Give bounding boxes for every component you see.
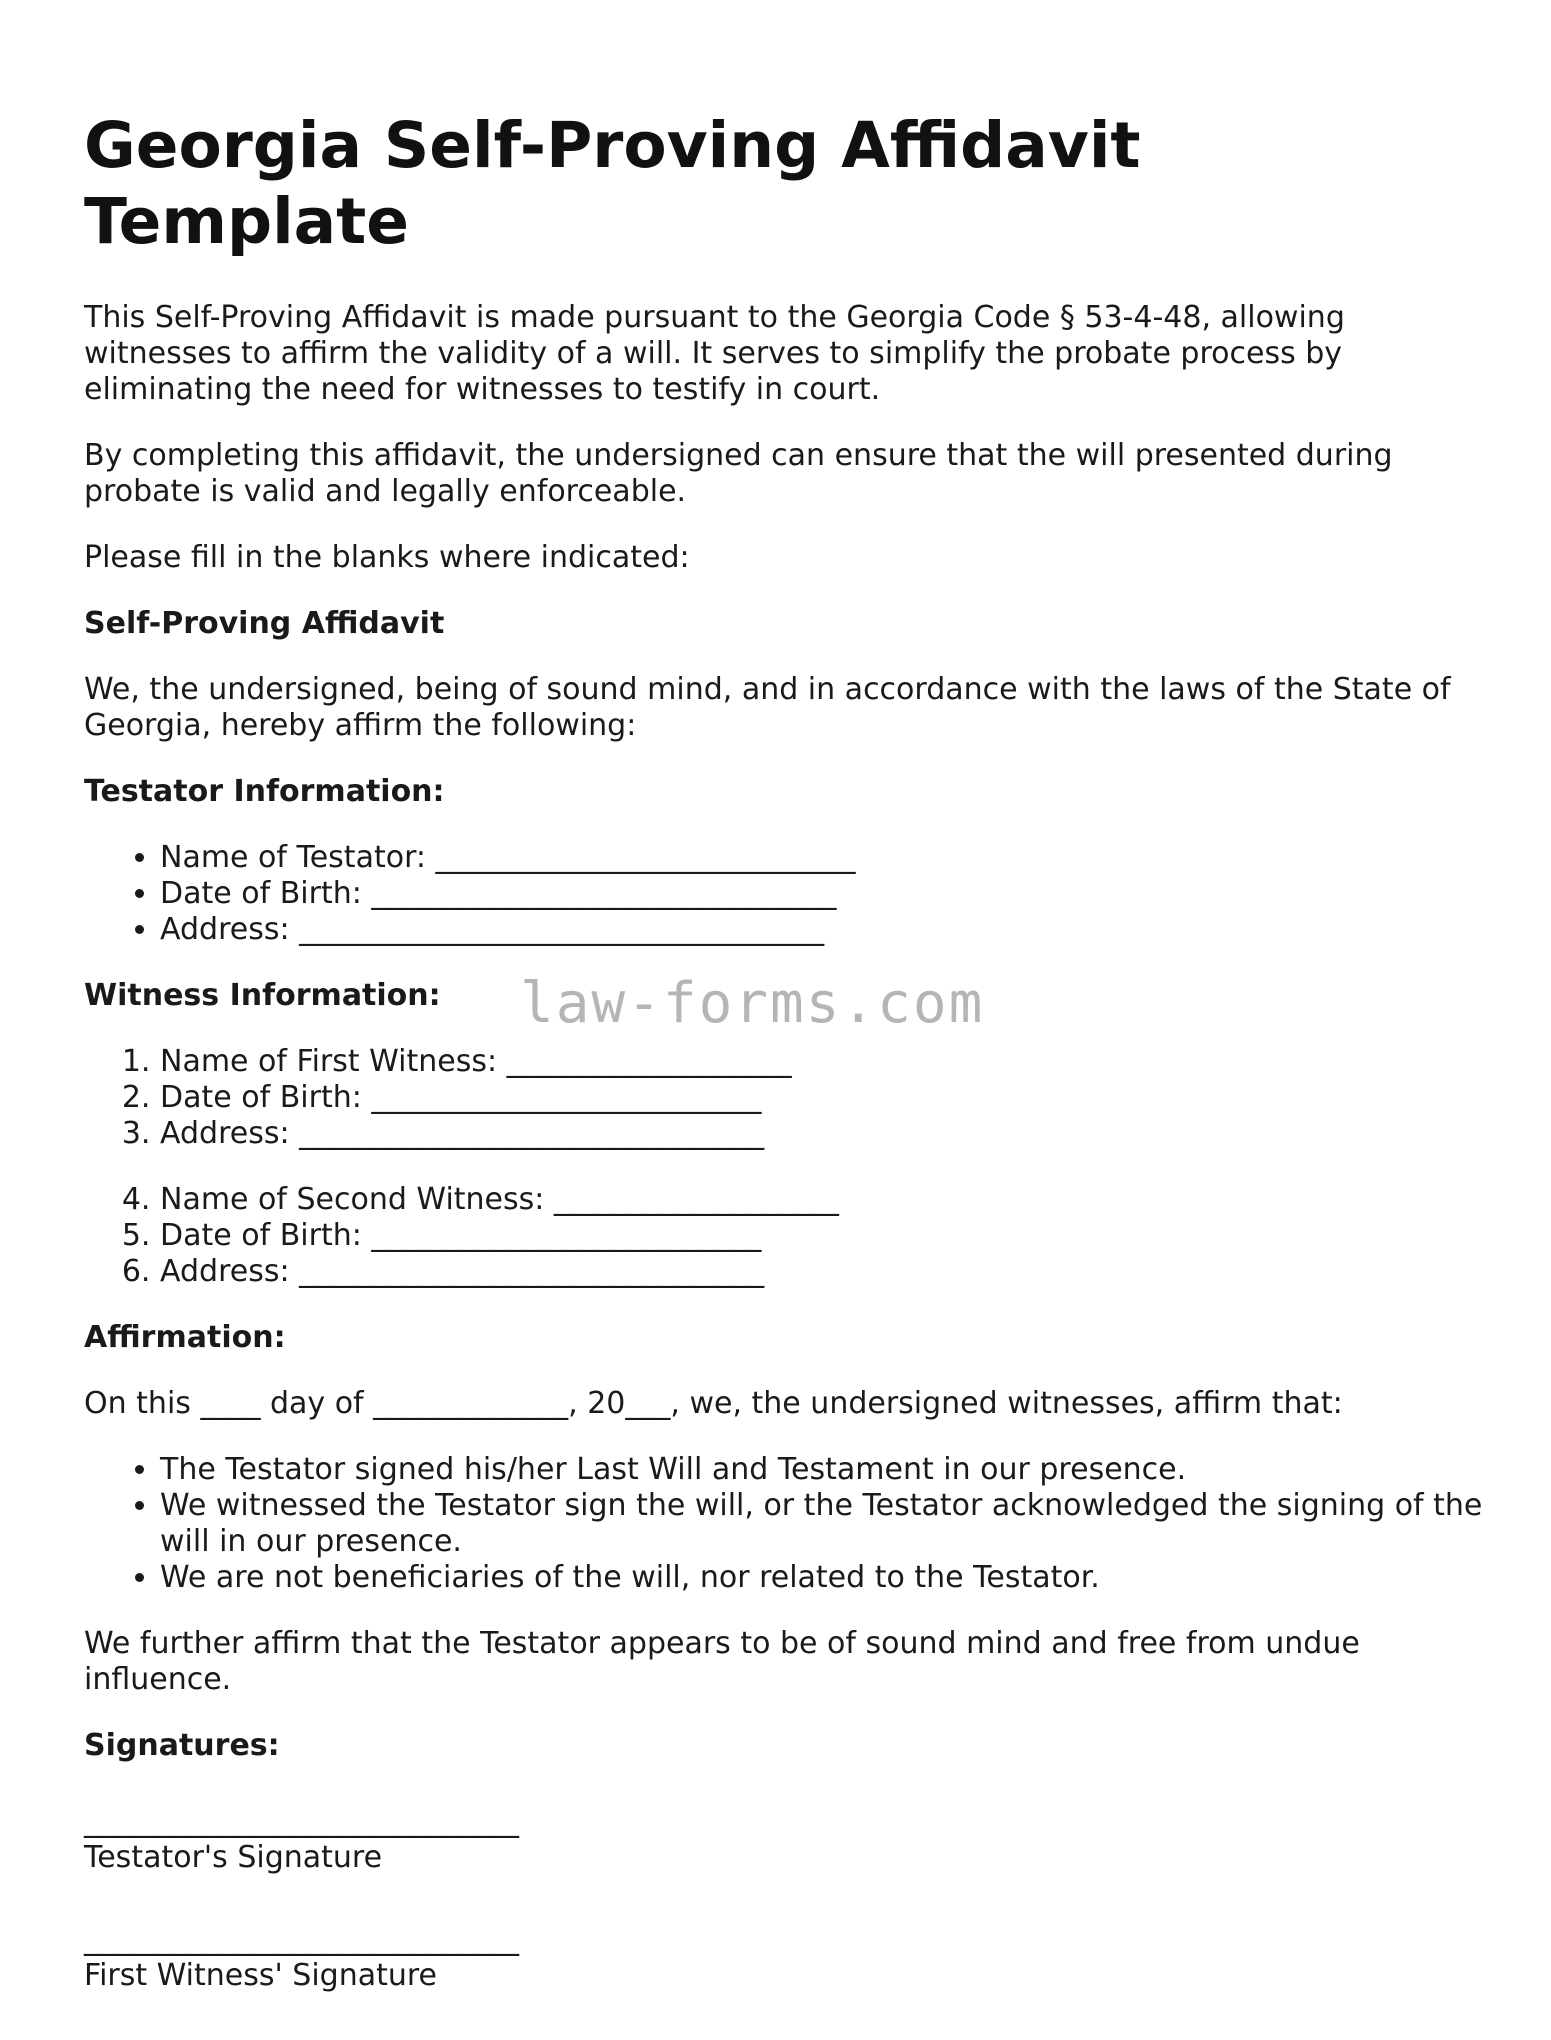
second-witness-list [84, 1182, 1484, 1290]
first-witness-name-field: 1. Name of First Witness: ___________________ [160, 1044, 1484, 1080]
testator-list [84, 840, 1484, 948]
affirmation-item: • We witnessed the Testator sign the will, or the Testator acknowledged the signing of the will in our presence. [160, 1488, 1484, 1560]
first-witness-list [84, 1044, 1484, 1152]
first-witness-dob-field: 2. Date of Birth: __________________________ [160, 1080, 1484, 1116]
intro-paragraph: This Self-Proving Affidavit is made pursuant to the Georgia Code § 53-4-48, allowing witnesses to affirm the validity of a will. It serves to simplify the probate process by eliminating the need for witnesses to testify in court. [84, 300, 1345, 407]
intro-paragraph: By completing this affidavit, the undersigned can ensure that the will presented during probate is valid and legally enforceable. [84, 438, 1393, 509]
testator-dob-field: • Date of Birth: _______________________________ [160, 876, 1484, 912]
testator-address-field: • Address: ___________________________________ [160, 912, 1484, 948]
affirmation-date-line: On this ____ day of _____________, 20___, we, the undersigned witnesses, affirm that: [84, 1386, 1343, 1421]
affirmation-item: • We are not beneficiaries of the will, nor related to the Testator. [160, 1560, 1484, 1596]
page-title: Georgia Self-Proving Affidavit Template [84, 109, 1141, 258]
second-witness-address-field: 6. Address: _______________________________ [160, 1254, 1484, 1290]
first-witness-address-field: 3. Address: _______________________________ [160, 1116, 1484, 1152]
document-page [84, 108, 1484, 2040]
signatures-heading: Signatures: [84, 1728, 280, 1763]
preamble-paragraph: We, the undersigned, being of sound mind, and in accordance with the laws of the State of Georgia, hereby affirm the following: [84, 672, 1451, 743]
section-heading: Self-Proving Affidavit [84, 606, 445, 641]
first-witness-signature-block [84, 1922, 1484, 1994]
signature-label: Testator's Signature [84, 1840, 383, 1875]
instructions-paragraph: Please fill in the blanks where indicated: [84, 540, 690, 575]
witness-heading: Witness Information: [84, 978, 441, 1013]
signature-label: First Witness' Signature [84, 1958, 438, 1993]
second-witness-dob-field: 5. Date of Birth: __________________________ [160, 1218, 1484, 1254]
second-witness-name-field: 4. Name of Second Witness: ___________________ [160, 1182, 1484, 1218]
watermark: law-forms.com [520, 971, 985, 1036]
signature-line: _____________________________ [84, 1804, 519, 1839]
further-affirmation-paragraph: We further affirm that the Testator appears to be of sound mind and free from undue influence. [84, 1626, 1360, 1697]
affirmation-list [84, 1452, 1484, 1596]
affirmation-item: • The Testator signed his/her Last Will and Testament in our presence. [160, 1452, 1484, 1488]
testator-name-field: • Name of Testator: ____________________________ [160, 840, 1484, 876]
testator-heading: Testator Information: [84, 774, 445, 809]
signature-line: _____________________________ [84, 1922, 519, 1957]
testator-signature-block [84, 1804, 1484, 1876]
affirmation-heading: Affirmation: [84, 1320, 286, 1355]
